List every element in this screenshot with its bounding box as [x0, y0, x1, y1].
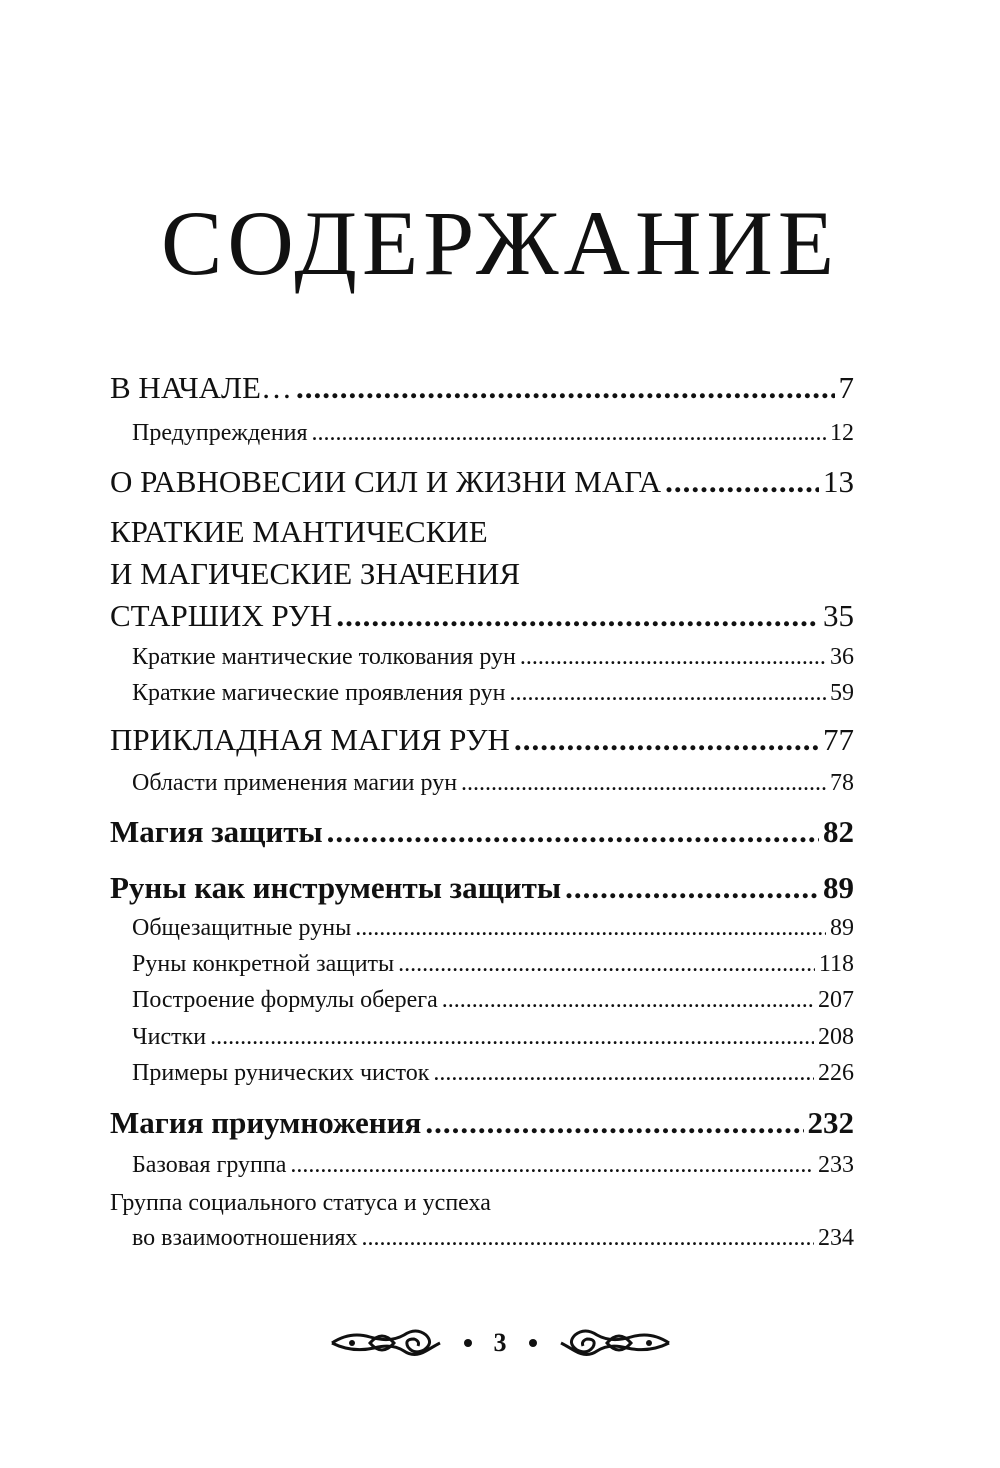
- toc-entry-title: В НАЧАЛЕ…: [110, 370, 292, 405]
- toc-subentry[interactable]: [132, 1149, 854, 1181]
- toc-entry-title-line: И МАГИЧЕСКИЕ ЗНАЧЕНИЯ: [110, 556, 521, 591]
- toc-entry-title: Базовая группа: [132, 1152, 287, 1178]
- toc-entry-title: Магия защиты: [110, 814, 323, 849]
- toc-entry[interactable]: [110, 596, 854, 636]
- toc-page-number: 13: [823, 464, 854, 499]
- toc-page-number: 89: [823, 870, 854, 905]
- toc-entry-title: Магия приумножения: [110, 1105, 422, 1140]
- toc-page-number: 7: [838, 370, 854, 405]
- toc-subentry[interactable]: [132, 641, 854, 673]
- toc-entry-title: Предупреждения: [132, 420, 308, 446]
- toc-leader: [362, 1222, 814, 1254]
- toc-page-number: 226: [818, 1060, 854, 1086]
- toc-page-number: 77: [823, 722, 854, 757]
- toc-subentry[interactable]: [132, 948, 854, 980]
- toc-leader: [510, 677, 827, 709]
- toc-leader: [461, 767, 826, 799]
- toc-page-number: 82: [823, 814, 854, 849]
- toc-entry-title: Построение формулы оберега: [132, 987, 438, 1013]
- toc-leader: [210, 1021, 814, 1053]
- toc-entry-title: Краткие магические проявления рун: [132, 680, 506, 706]
- toc-entry[interactable]: [110, 368, 854, 408]
- page-title: СОДЕРЖАНИЕ: [160, 192, 840, 294]
- toc-leader: [433, 1057, 814, 1089]
- toc-leader: [312, 417, 826, 449]
- toc-subentry[interactable]: [132, 767, 854, 799]
- toc-leader: [442, 984, 814, 1016]
- toc-leader: [565, 868, 819, 908]
- toc-entry-title: СТАРШИХ РУН: [110, 598, 333, 633]
- toc-leader: [665, 462, 819, 502]
- toc-subentry[interactable]: [132, 912, 854, 944]
- ornament-icon: [559, 1323, 671, 1363]
- toc-entry-title: Руны как инструменты защиты: [110, 870, 562, 905]
- toc-entry-title: во взаимоотношениях: [132, 1225, 358, 1251]
- toc-entry-title: Чистки: [132, 1024, 207, 1050]
- toc-leader: [398, 948, 815, 980]
- ornament-icon: [330, 1323, 442, 1363]
- toc-entry-title: Руны конкретной защиты: [132, 951, 395, 977]
- toc-subentry[interactable]: [132, 1021, 854, 1053]
- toc-subentry[interactable]: [132, 1057, 854, 1089]
- toc-leader: [290, 1149, 814, 1181]
- toc-page-number: 59: [830, 680, 854, 706]
- toc-leader: [520, 641, 826, 673]
- toc-entry[interactable]: [110, 868, 854, 908]
- toc-entry-title: Области применения магии рун: [132, 770, 458, 796]
- toc-entry-title: Общезащитные руны: [132, 915, 352, 941]
- toc-entry-title: О РАВНОВЕСИИ СИЛ И ЖИЗНИ МАГА: [110, 464, 662, 499]
- toc-subentry[interactable]: [132, 1222, 854, 1254]
- toc-entry-title: Краткие мантические толкования рун: [132, 644, 516, 670]
- toc-entry[interactable]: [110, 1103, 854, 1143]
- toc-leader: [327, 812, 819, 852]
- toc-entry[interactable]: [110, 462, 854, 502]
- toc-page-number: 233: [818, 1152, 854, 1178]
- toc-leader: [425, 1103, 803, 1143]
- toc-leader: [514, 720, 819, 760]
- toc-page-number: 35: [823, 598, 854, 633]
- toc-entry[interactable]: [110, 720, 854, 760]
- toc-subentry[interactable]: [132, 417, 854, 449]
- toc-subentry[interactable]: [132, 677, 854, 709]
- toc-page-number: 78: [830, 770, 854, 796]
- toc-entry-title-line: КРАТКИЕ МАНТИЧЕСКИЕ: [110, 514, 488, 549]
- toc-page-number: 89: [830, 915, 854, 941]
- toc-page-number: 232: [807, 1105, 854, 1140]
- toc-page-number: 12: [830, 420, 854, 446]
- toc-page-number: 118: [818, 951, 854, 977]
- toc-page-number: 234: [818, 1225, 854, 1251]
- footer-dot: [529, 1339, 537, 1347]
- toc-entry[interactable]: [110, 812, 854, 852]
- toc-subentry[interactable]: [132, 984, 854, 1016]
- footer-dot: [464, 1339, 472, 1347]
- toc-entry-title: Примеры рунических чисток: [132, 1060, 430, 1086]
- toc-page-number: 36: [830, 644, 854, 670]
- toc-entry-title: ПРИКЛАДНАЯ МАГИЯ РУН: [110, 722, 510, 757]
- page-number: 3: [493, 1328, 507, 1357]
- page-footer: [0, 1318, 1000, 1368]
- toc-leader: [355, 912, 826, 944]
- toc-page-number: 208: [818, 1024, 854, 1050]
- toc-entry-title-line: Группа социального статуса и успеха: [110, 1190, 491, 1216]
- toc-page-number: 207: [818, 987, 854, 1013]
- toc-leader: [296, 368, 835, 408]
- toc-leader: [336, 596, 819, 636]
